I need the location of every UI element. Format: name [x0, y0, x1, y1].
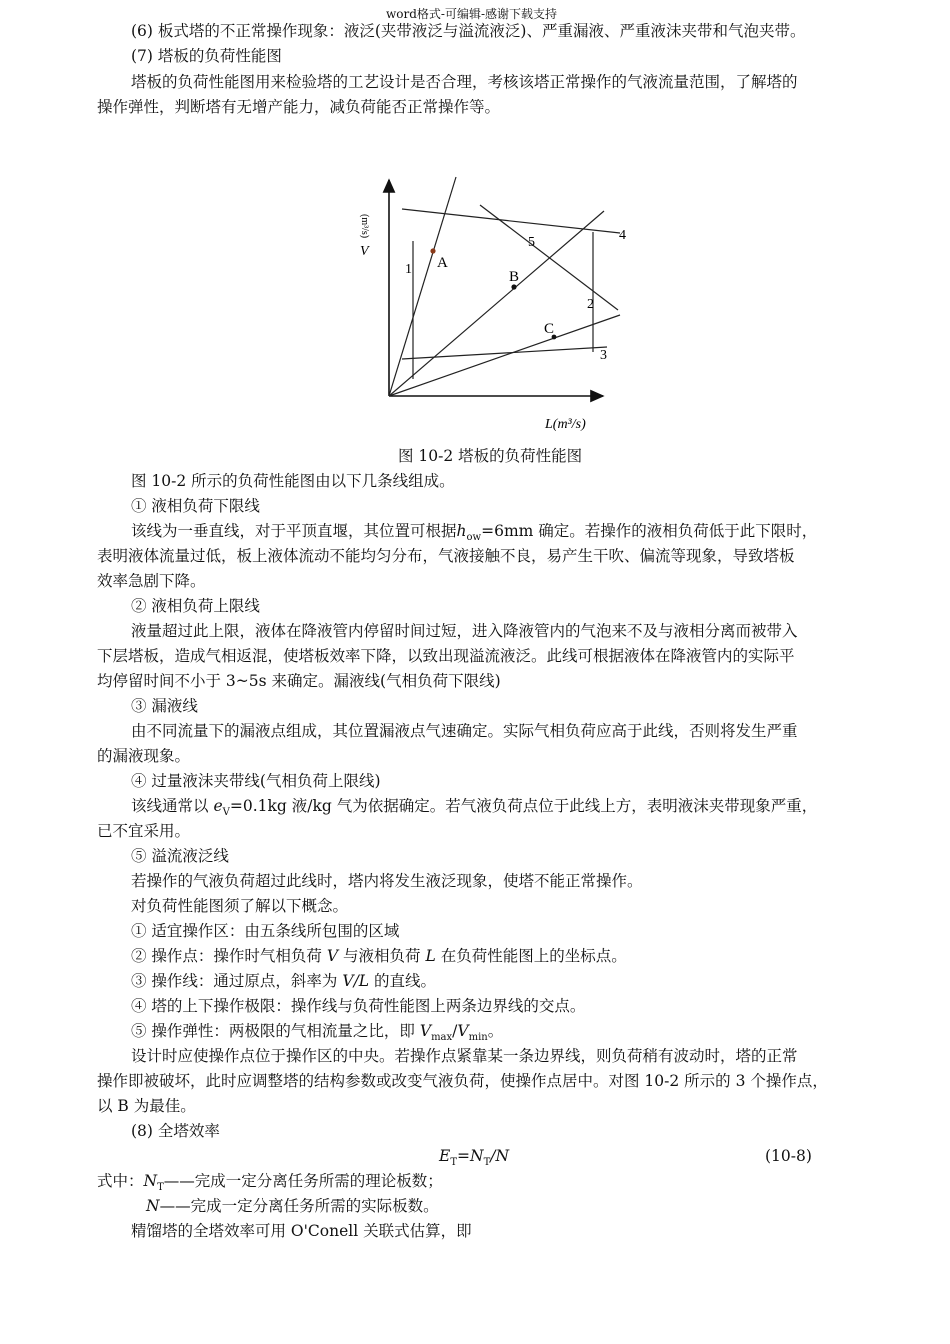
concept-2: ② 操作点：操作时气相负荷 V 与液相负荷 L 在负荷性能图上的坐标点。 [131, 947, 627, 965]
figure-caption: 图 10-2 塔板的负荷性能图 [398, 447, 583, 465]
paragraph-line: 效率急剧下降。 [97, 572, 206, 590]
paragraph-line: 设计时应使操作点位于操作区的中央。若操作点紧靠某一条边界线，则负荷稍有波动时，塔的正常 [131, 1047, 798, 1065]
concept-1: ① 适宜操作区：由五条线所包围的区域 [131, 922, 400, 940]
equation-number: (10-8) [765, 1147, 812, 1165]
concept-3: ③ 操作线：通过原点，斜率为 V/L 的直线。 [131, 972, 437, 990]
load-performance-diagram [0, 125, 950, 445]
paragraph-line: 若操作的气液负荷超过此线时，塔内将发生液泛现象，使塔不能正常操作。 [131, 872, 643, 890]
paragraph-line: 以 B 为最佳。 [97, 1097, 196, 1115]
x-axis-label: L(m³/s) [545, 417, 586, 432]
paragraph-line: 该线通常以 $e_V=0.1kg$ 液/kg 气为依据确定。若气液负荷点位于此线上方，表明液沫夹带现象严重， [131, 797, 818, 818]
paragraph-line: 由不同流量下的漏液点组成，其位置漏液点气速确定。实际气相负荷应高于此线，否则将发生严重 [131, 722, 798, 740]
section-7-title: (7) 塔板的负荷性能图 [131, 47, 282, 65]
paragraph-line: 表明液体流量过低，板上液体流动不能均匀分布，气液接触不良，易产生干吹、偏流等现象，导致塔板 [97, 547, 795, 565]
y-axis-unit-label: (m³/s) [359, 214, 370, 239]
paragraph-line: 均停留时间不小于 3~5s 来确定。漏液线(气相负荷下限线) [97, 672, 501, 690]
operating-line-a [389, 177, 456, 396]
item-4-title: ④ 过量液沫夹带线(气相负荷上限线) [131, 772, 381, 790]
point-label-c: C [544, 321, 555, 337]
paragraph-line: 该线为一垂直线，对于平顶直堰，其位置可根据$h_{ow}=6mm$ 确定。若操作的液相负荷低于此下限时， [131, 522, 818, 543]
paragraph-line: 操作即被破坏，此时应调整塔的结构参数或改变气液负荷，使操作点居中。对图 10-2 所示的 3 个操作点， [97, 1072, 828, 1090]
curve-label-5: 5 [528, 235, 535, 250]
paragraph-line: 操作弹性，判断塔有无增产能力，减负荷能否正常操作等。 [97, 98, 501, 116]
section-8-title: (8) 全塔效率 [131, 1122, 220, 1140]
operating-line-c [389, 315, 620, 396]
curve-label-2: 2 [587, 297, 594, 312]
paragraph-line: 图 10-2 所示的负荷性能图由以下几条线组成。 [131, 472, 455, 490]
equation-10-8: $E_T=N_T/N$ [439, 1147, 510, 1168]
flooding-line [480, 205, 618, 310]
operating-point-a [430, 248, 435, 253]
item-1-title: ① 液相负荷下限线 [131, 497, 260, 515]
item-5-title: ⑤ 溢流液泛线 [131, 847, 229, 865]
paragraph-line: 已不宜采用。 [97, 822, 191, 840]
curve-label-1: 1 [405, 262, 412, 277]
paragraph-line: 的漏液现象。 [97, 747, 191, 765]
paragraph-line: 塔板的负荷性能图用来检验塔的工艺设计是否合理，考核该塔正常操作的气液流量范围，了解塔的 [131, 73, 798, 91]
paragraph-line: 对负荷性能图须了解以下概念。 [131, 897, 349, 915]
item-3-title: ③ 漏液线 [131, 697, 198, 715]
item-2-title: ② 液相负荷上限线 [131, 597, 260, 615]
curve-label-4: 4 [619, 228, 626, 243]
entrainment-line [402, 209, 620, 233]
y-axis-variable-label: V [360, 244, 369, 259]
page-header: word格式-可编辑-感谢下载支持 [386, 7, 558, 21]
paragraph-line: 下层塔板，造成气相返混，使塔板效率下降，以致出现溢流液泛。此线可根据液体在降液管内的实际平 [97, 647, 795, 665]
curve-label-3: 3 [600, 348, 607, 363]
concept-5: ⑤ 操作弹性：两极限的气相流量之比，即 $V_{max}/V_{min}$。 [131, 1022, 504, 1043]
symbol-definition: N——完成一定分离任务所需的实际板数。 [146, 1197, 439, 1215]
operating-line-b [389, 211, 604, 396]
operating-point-b [511, 284, 516, 289]
symbol-definition: 式中：$N_T——$完成一定分离任务所需的理论板数； [97, 1172, 443, 1193]
section-6-title: (6) 板式塔的不正常操作现象：液泛(夹带液泛与溢流液泛)、严重漏液、严重液沫夹带和气泡夹带。 [131, 22, 806, 40]
point-label-b: B [509, 269, 520, 285]
point-label-a: A [437, 255, 448, 271]
concept-4: ④ 塔的上下操作极限：操作线与负荷性能图上两条边界线的交点。 [131, 997, 586, 1015]
leakage-line [402, 347, 607, 359]
paragraph-line: 精馏塔的全塔效率可用 O'Conell 关联式估算，即 [131, 1222, 472, 1240]
paragraph-line: 液量超过此上限，液体在降液管内停留时间过短，进入降液管内的气泡来不及与液相分离而被带入 [131, 622, 798, 640]
